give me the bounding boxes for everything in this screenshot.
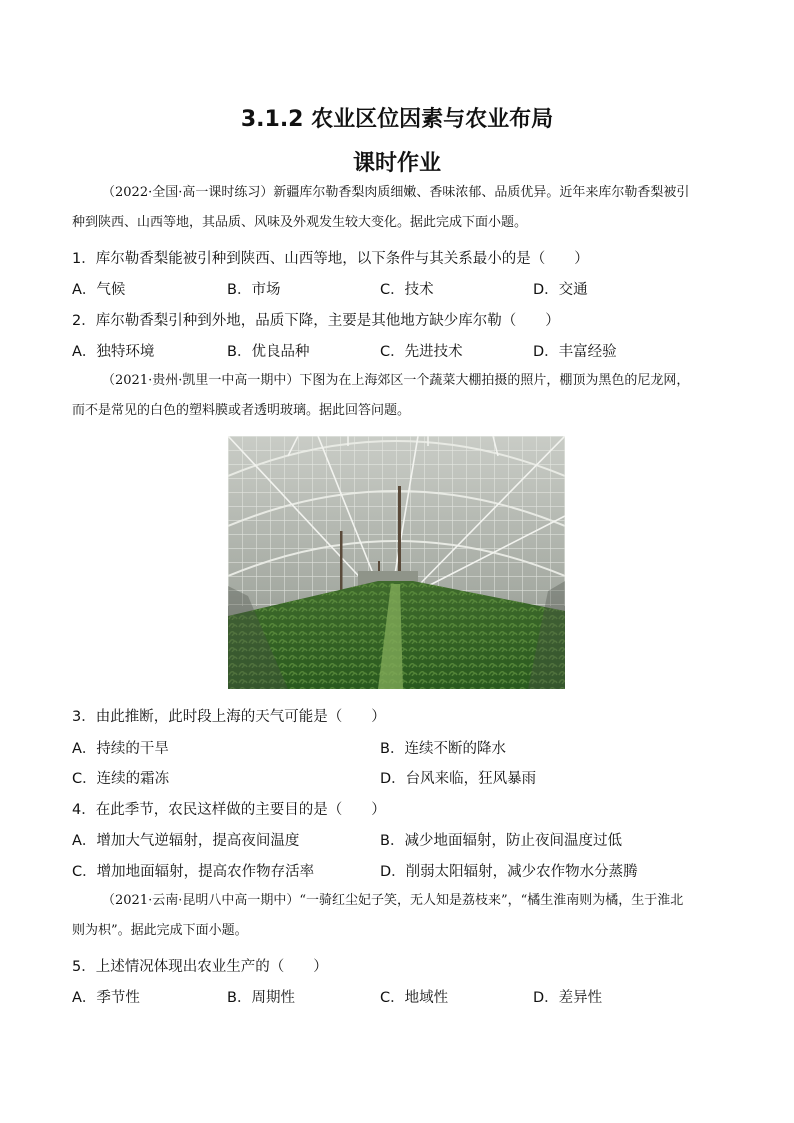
intro-2-line-2: 而不是常见的白色的塑料膜或者透明玻璃。据此回答问题。 xyxy=(72,403,411,418)
question-1-stem: 1．库尔勒香梨能被引种到陕西、山西等地，以下条件与其关系最小的是（ ） xyxy=(72,251,589,267)
question-4-option-c[interactable]: C．增加地面辐射，提高农作物存活率 xyxy=(72,864,315,880)
question-3-option-d[interactable]: D．台风来临，狂风暴雨 xyxy=(380,771,537,787)
question-1-option-d[interactable]: D．交通 xyxy=(533,282,588,298)
question-1-option-c[interactable]: C．技术 xyxy=(380,282,434,298)
question-1-option-b[interactable]: B．市场 xyxy=(227,282,281,298)
question-2-stem: 2．库尔勒香梨引种到外地，品质下降，主要是其他地方缺少库尔勒（ ） xyxy=(72,313,560,329)
document-subtitle: 课时作业 xyxy=(352,151,441,176)
greenhouse-photo xyxy=(228,436,565,689)
question-3-option-b[interactable]: B．连续不断的降水 xyxy=(380,741,506,757)
intro-passage-3 xyxy=(72,886,732,946)
question-4-option-a[interactable]: A．增加大气逆辐射，提高夜间温度 xyxy=(72,833,300,849)
intro-3-line-1: （2021·云南·昆明八中高一期中）“一骑红尘妃子笑，无人知是荔枝来”，“橘生淮南则为橘，生于淮北 xyxy=(102,893,684,908)
question-2-option-c[interactable]: C．先进技术 xyxy=(380,344,463,360)
document-title: 3.1.2 农业区位因素与农业布局 xyxy=(240,107,554,132)
question-5-option-a[interactable]: A．季节性 xyxy=(72,990,140,1006)
intro-passage-1 xyxy=(72,178,732,238)
question-2-option-a[interactable]: A．独特环境 xyxy=(72,344,155,360)
question-4-option-b[interactable]: B．减少地面辐射，防止夜间温度过低 xyxy=(380,833,622,849)
question-5-option-b[interactable]: B．周期性 xyxy=(227,990,295,1006)
intro-passage-2 xyxy=(72,366,732,426)
intro-1-line-1: （2022·全国·高一课时练习）新疆库尔勒香梨肉质细嫩、香味浓郁、品质优异。近年来库尔勒香梨被引 xyxy=(102,185,690,200)
intro-1-line-2: 种到陕西、山西等地，其品质、风味及外观发生较大变化。据此完成下面小题。 xyxy=(72,215,528,230)
question-5-option-c[interactable]: C．地域性 xyxy=(380,990,449,1006)
question-2-option-d[interactable]: D．丰富经验 xyxy=(533,344,617,360)
question-5-stem: 5．上述情况体现出农业生产的（ ） xyxy=(72,959,328,975)
question-4-option-d[interactable]: D．削弱太阳辐射，减少农作物水分蒸腾 xyxy=(380,864,638,880)
question-4-stem: 4．在此季节，农民这样做的主要目的是（ ） xyxy=(72,802,386,818)
question-5-option-d[interactable]: D．差异性 xyxy=(533,990,603,1006)
question-2-option-b[interactable]: B．优良品种 xyxy=(227,344,310,360)
intro-2-line-1: （2021·贵州·凯里一中高一期中）下图为在上海郊区一个蔬菜大棚拍摄的照片，棚顶为黑色的尼龙网， xyxy=(102,373,690,388)
question-3-stem: 3．由此推断，此时段上海的天气可能是（ ） xyxy=(72,709,386,725)
question-3-option-c[interactable]: C．连续的霜冻 xyxy=(72,771,170,787)
question-1-option-a[interactable]: A．气候 xyxy=(72,282,126,298)
intro-3-line-2: 则为枳”。据此完成下面小题。 xyxy=(72,923,248,938)
question-3-option-a[interactable]: A．持续的干旱 xyxy=(72,741,169,757)
